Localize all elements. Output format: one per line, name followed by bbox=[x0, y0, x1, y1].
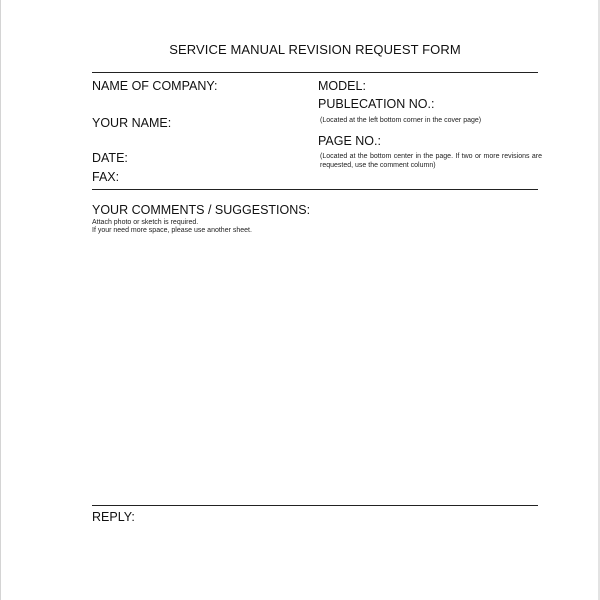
fields-divider bbox=[92, 189, 538, 190]
your-name-label: YOUR NAME: bbox=[92, 116, 172, 130]
comments-label: YOUR COMMENTS / SUGGESTIONS: bbox=[92, 203, 311, 217]
model-label: MODEL: bbox=[318, 79, 366, 93]
comments-note-space: If your need more space, please use another sheet. bbox=[92, 227, 252, 234]
publication-no-note: (Located at the left bottom corner in the cover page) bbox=[320, 117, 482, 124]
reply-label: REPLY: bbox=[92, 510, 135, 524]
form-title: SERVICE MANUAL REVISION REQUEST FORM bbox=[169, 42, 461, 57]
publication-no-label: PUBLECATION NO.: bbox=[318, 97, 435, 111]
fax-label: FAX: bbox=[92, 170, 120, 184]
page-no-label: PAGE NO.: bbox=[318, 134, 381, 148]
header-divider bbox=[92, 72, 538, 73]
page-left-edge bbox=[0, 0, 1, 600]
comments-note-attach: Attach photo or sketch is required. bbox=[92, 219, 199, 226]
comments-notes bbox=[92, 219, 252, 235]
reply-divider bbox=[92, 505, 538, 506]
date-label: DATE: bbox=[92, 151, 128, 165]
page-no-note: (Located at the bottom center in the page. If two or more revisions are requested, use the comment column) bbox=[320, 153, 542, 169]
company-name-label: NAME OF COMPANY: bbox=[92, 79, 218, 93]
